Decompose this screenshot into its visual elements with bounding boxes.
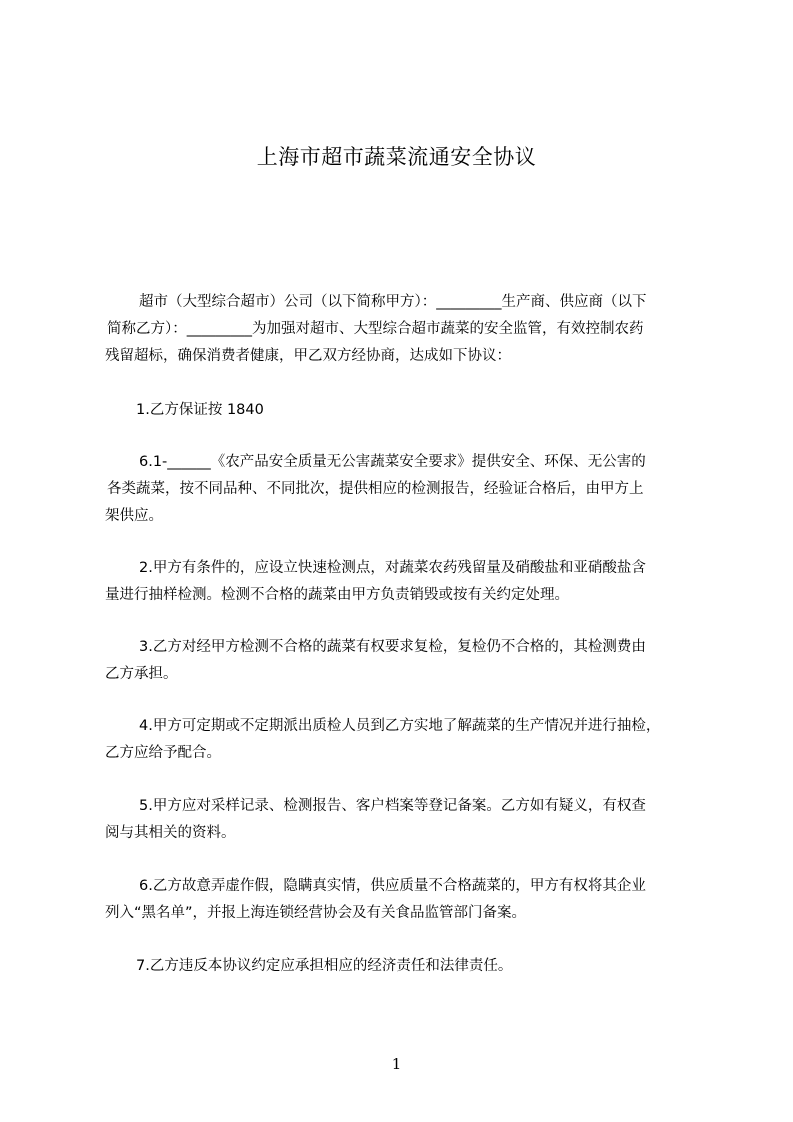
page-number: 1 <box>391 1055 402 1073</box>
intro-line-1: 超市（大型综合超市）公司（以下简称甲方）：_________生产商、供应商（以下 <box>139 294 647 310</box>
clause-5-line-2: 阅与其相关的资料。 <box>105 825 236 841</box>
clause-3-line-1: 3.乙方对经甲方检测不合格的蔬菜有权要求复检，复检仍不合格的，其检测费由 <box>139 639 646 655</box>
clause-4-line-2: 乙方应给予配合。 <box>105 745 221 761</box>
clause-2-line-2: 量进行抽样检测。检测不合格的蔬菜由甲方负责销毁或按有关约定处理。 <box>105 587 569 603</box>
clause-5-line-1: 5.甲方应对采样记录、检测报告、客户档案等登记备案。乙方如有疑义，有权查 <box>139 798 646 814</box>
clause-6-line-2: 列入“黑名单”，并报上海连锁经营协会及有关食品监管部门备案。 <box>105 905 527 921</box>
clause-4-line-1: 4.甲方可定期或不定期派出质检人员到乙方实地了解蔬菜的生产情况并进行抽检， <box>139 718 661 734</box>
clause-2-line-1: 2.甲方有条件的，应设立快速检测点，对蔬菜农药残留量及硝酸盐和亚硝酸盐含 <box>139 560 646 576</box>
clause-3-line-2: 乙方承担。 <box>105 666 178 682</box>
intro-line-3: 残留超标，确保消费者健康，甲乙双方经协商，达成如下协议： <box>105 348 511 364</box>
clause-6-1-line-3: 架供应。 <box>105 508 163 524</box>
clause-7-line-1: 7.乙方违反本协议约定应承担相应的经济责任和法律责任。 <box>136 958 513 974</box>
clause-6-line-1: 6.乙方故意弄虚作假，隐瞒真实情，供应质量不合格蔬菜的，甲方有权将其企业 <box>139 878 646 894</box>
clause-1-line-1: 1.乙方保证按 1840 <box>136 402 264 418</box>
clause-6-1-line-2: 各类蔬菜，按不同品种、不同批次，提供相应的检测报告，经验证合格后，由甲方上 <box>107 481 644 497</box>
document-title: 上海市超市蔬菜流通安全协议 <box>256 145 537 169</box>
clause-6-1-line-1: 6.1-______《农产品安全质量无公害蔬菜安全要求》提供安全、环保、无公害的 <box>139 454 646 470</box>
intro-line-2: 简称乙方）：_________为加强对超市、大型综合超市蔬菜的安全监管，有效控制农药 <box>107 321 644 337</box>
